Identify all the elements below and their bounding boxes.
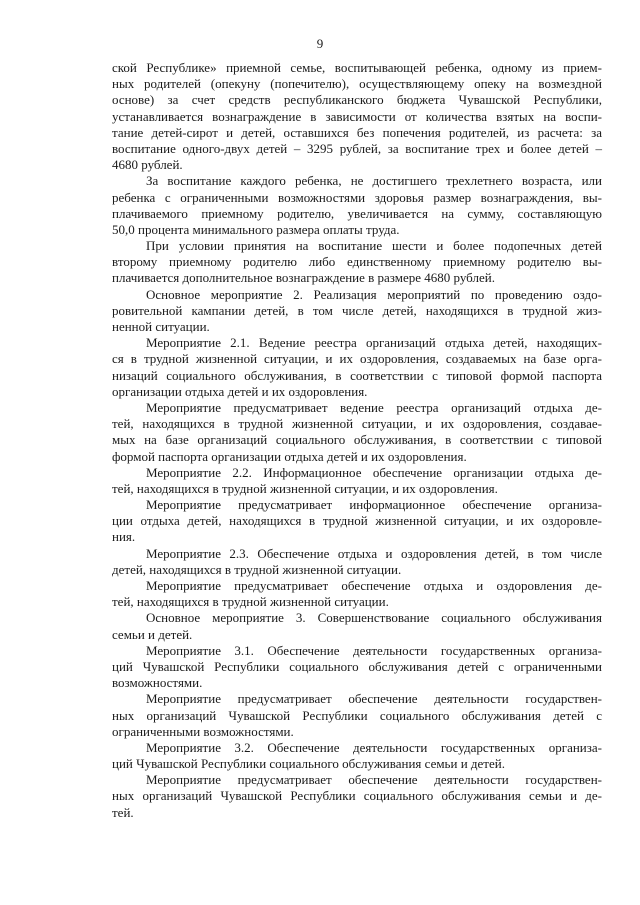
text-line: формой паспорта организации отдыха детей и их оздоровления. [112,448,467,464]
text-line: тей, находящихся в трудной жизненной ситуации, и их оздоровления, создавае- [112,416,602,432]
paragraph [112,497,602,546]
text-line: плачиваемого приемному родителю, увеличивается на сумму, составляющую [112,205,602,221]
text-line: Мероприятие предусматривает ведение реестра организаций отдыха де- [146,399,602,415]
text-line: При условии принятия на воспитание шести и более подопечных детей [146,238,602,254]
paragraph [112,335,602,400]
text-line: низаций социального обслуживания, в соответствии с типовой формой паспорта [112,367,602,383]
text-line: Основное мероприятие 3. Совершенствование социального обслуживания [146,610,602,626]
text-line: ся в трудной жизненной ситуации, и их оздоровления, создаваемых на базе орга- [112,351,602,367]
text-line: Мероприятие предусматривает обеспечение деятельности государствен- [146,772,602,788]
text-line: ных организаций Чувашской Республики социального обслуживания семьи и де- [112,788,602,804]
text-line: семьи и детей. [112,626,193,642]
paragraph [112,643,602,692]
text-line: Мероприятие предусматривает информационное обеспечение организа- [146,497,602,513]
text-line: воспитание одного-двух детей – 3295 рублей, за воспитание трех и более детей – [112,140,602,156]
text-line: плачивается дополнительное вознаграждение в размере 4680 рублей. [112,270,495,286]
text-line: ций Чувашской Республики социального обслуживания детей с ограниченными [112,658,602,674]
text-line: Мероприятие 2.3. Обеспечение отдыха и оздоровления детей, в том числе [146,545,602,561]
text-line: ных родителей (опекуну (попечителю), осуществляющему опеку на возмездной [112,76,602,92]
text-line: Основное мероприятие 2. Реализация мероприятий по проведению оздо- [146,286,602,302]
paragraph [112,400,602,465]
text-line: Мероприятие 2.1. Ведение реестра организаций отдыха детей, находящих- [146,335,602,351]
text-line: ской Республике» приемной семье, воспитывающей ребенка, одному из прием- [112,60,602,75]
text-line: За воспитание каждого ребенка, не достигшего трехлетнего возраста, или [146,173,602,189]
text-line: Мероприятие предусматривает обеспечение отдыха и оздоровления де- [146,578,602,593]
paragraph [112,578,602,610]
text-line: мых на базе организаций социального обслуживания, в соответствии с типовой [112,432,602,448]
text-line: ции отдыха детей, находящихся в трудной жизненной ситуации, и их оздоровле- [112,513,602,529]
paragraph [112,287,602,336]
paragraph [112,60,602,173]
text-line: второму приемному родителю либо единственному приемному родителю вы- [112,254,602,270]
text-line: ций Чувашской Республики социального обслуживания семьи и детей. [112,756,505,772]
text-line: Мероприятие 2.2. Информационное обеспечение организации отдыха де- [146,464,602,480]
text-line: тей, находящихся в трудной жизненной ситуации. [112,594,389,610]
text-line: организации отдыха детей и их оздоровления. [112,383,368,399]
paragraph [112,238,602,287]
paragraph [112,772,602,821]
text-line: ребенка с ограниченными возможностями здоровья размер вознаграждения, вы- [112,189,602,205]
text-line: тание детей-сирот и детей, оставшихся без попечения родителей, из расчета: за [112,124,602,140]
paragraph [112,465,602,497]
document-body [112,60,602,821]
paragraph [112,173,602,238]
paragraph [112,740,602,772]
page-number: 9 [316,36,324,51]
text-line: Мероприятие 3.2. Обеспечение деятельности государственных организа- [146,739,602,755]
text-line: ния. [112,529,136,545]
paragraph [112,691,602,740]
text-line: Мероприятие предусматривает обеспечение деятельности государствен- [146,691,602,707]
text-line: 4680 рублей. [112,157,183,173]
paragraph [112,610,602,642]
text-line: ных организаций Чувашской Республики социального обслуживания детей с [112,707,602,723]
text-line: детей, находящихся в трудной жизненной ситуации. [112,561,402,577]
text-line: возможностями. [112,675,203,691]
paragraph [112,546,602,578]
text-line: ограниченными возможностями. [112,723,294,739]
text-line: тей, находящихся в трудной жизненной ситуации, и их оздоровления. [112,480,498,496]
text-line: ровительной кампании детей, в том числе детей, находящихся в трудной жиз- [112,302,602,318]
text-line: устанавливается вознаграждение в зависимости от количества взятых на воспи- [112,108,602,124]
text-line: тей. [112,804,134,820]
text-line: 50,0 процента минимального размера оплаты труда. [112,221,400,237]
text-line: ненной ситуации. [112,319,210,334]
text-line: Мероприятие 3.1. Обеспечение деятельности государственных организа- [146,642,602,658]
text-line: основе) за счет средств республиканского бюджета Чувашской Республики, [112,92,602,108]
